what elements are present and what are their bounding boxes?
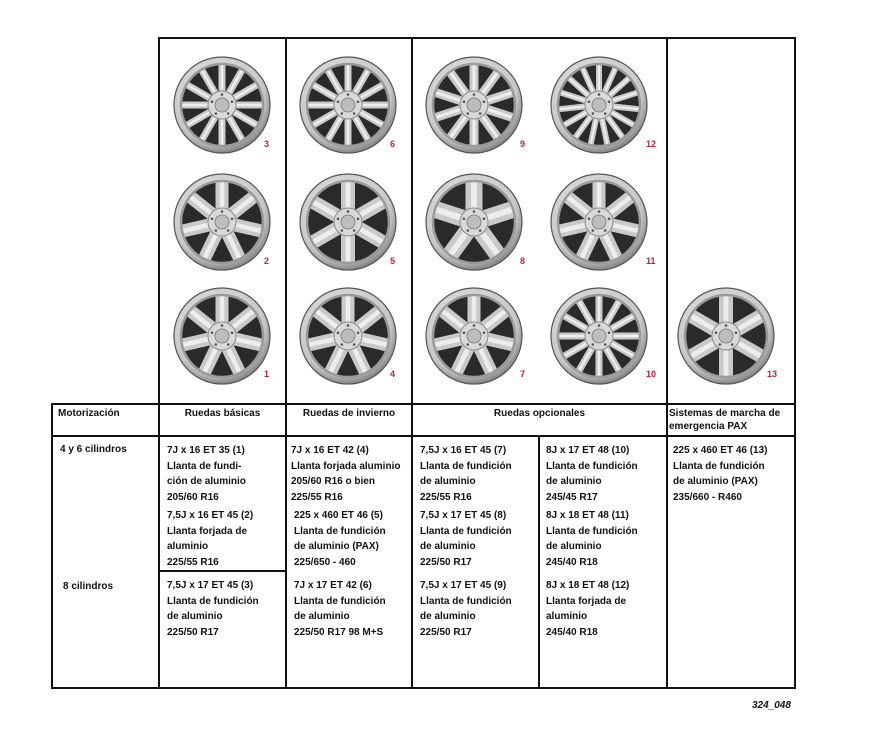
wheel-number: 1	[264, 369, 270, 379]
spec-cell-invierno-3: 7J x 17 ET 42 (6) Llanta de fundición de aluminio 225/50 R17 98 M+S	[294, 580, 386, 638]
spec-cell-opcionales-5: 8J x 18 ET 48 (11) Llanta de fundición de aluminio 245/40 R18	[546, 510, 638, 568]
wheel-number: 9	[520, 139, 526, 149]
wheel-image-8	[424, 172, 524, 272]
grid-line	[51, 403, 796, 405]
header-motorizacion: Motorización	[58, 408, 120, 419]
spec-cell-basicas-1: 7J x 16 ET 35 (1) Llanta de fundi- ción de aluminio 205/60 R16	[167, 445, 246, 503]
wheel-image-2	[172, 172, 272, 272]
header-ruedas-opcionales: Ruedas opcionales	[493, 408, 586, 419]
grid-line	[666, 37, 668, 689]
spec-cell-opcionales-2: 7,5J x 17 ET 45 (8) Llanta de fundición de aluminio 225/50 R17	[420, 510, 512, 568]
wheel-number: 8	[520, 256, 526, 266]
wheel-image-12	[549, 55, 649, 155]
wheel-image-3	[172, 55, 272, 155]
wheel-image-9	[424, 55, 524, 155]
wheel-number: 13	[767, 369, 778, 379]
row-label-8-cilindros: 8 cilindros	[63, 581, 114, 592]
wheel-image-13	[676, 286, 776, 386]
wheel-number: 6	[390, 139, 396, 149]
grid-line	[51, 403, 53, 689]
header-ruedas-invierno: Ruedas de invierno	[302, 408, 396, 419]
wheel-number: 5	[390, 256, 396, 266]
grid-line	[538, 436, 540, 689]
wheel-image-4	[298, 286, 398, 386]
grid-line	[51, 435, 796, 437]
spec-cell-opcionales-1: 7,5J x 16 ET 45 (7) Llanta de fundición de aluminio 225/55 R16	[420, 445, 512, 503]
spec-cell-basicas-2: 7,5J x 16 ET 45 (2) Llanta forjada de aluminio 225/55 R16	[167, 510, 254, 568]
figure-id: 324_048	[752, 700, 791, 711]
wheel-number: 10	[646, 369, 657, 379]
header-sistemas-pax: Sistemas de marcha de emergencia PAX	[669, 408, 781, 432]
grid-line	[411, 37, 413, 689]
grid-line	[158, 570, 287, 572]
wheel-image-10	[549, 286, 649, 386]
wheel-number: 7	[520, 369, 526, 379]
spec-cell-opcionales-6: 8J x 18 ET 48 (12) Llanta forjada de aluminio 245/40 R18	[546, 580, 630, 638]
spec-cell-opcionales-3: 7,5J x 17 ET 45 (9) Llanta de fundición de aluminio 225/50 R17	[420, 580, 512, 638]
wheel-number: 3	[264, 139, 270, 149]
wheel-image-5	[298, 172, 398, 272]
grid-line	[794, 37, 796, 689]
spec-cell-opcionales-4: 8J x 17 ET 48 (10) Llanta de fundición de aluminio 245/45 R17	[546, 445, 638, 503]
grid-line	[158, 37, 160, 689]
spec-cell-invierno-2: 225 x 460 ET 46 (5) Llanta de fundición de aluminio (PAX) 225/650 - 460	[294, 510, 386, 568]
wheel-image-6	[298, 55, 398, 155]
wheel-image-11	[549, 172, 649, 272]
wheel-number: 4	[390, 369, 396, 379]
wheel-image-7	[424, 286, 524, 386]
wheel-number: 2	[264, 256, 270, 266]
wheel-image-1	[172, 286, 272, 386]
header-ruedas-basicas: Ruedas básicas	[184, 408, 261, 419]
grid-line	[158, 37, 796, 39]
wheel-number: 11	[646, 256, 656, 266]
wheel-number: 12	[646, 139, 657, 149]
spec-cell-pax: 225 x 460 ET 46 (13) Llanta de fundición de aluminio (PAX) 235/660 - R460	[673, 445, 768, 503]
row-label-4-6-cilindros: 4 y 6 cilindros	[60, 444, 127, 455]
spec-cell-basicas-3: 7,5J x 17 ET 45 (3) Llanta de fundición de aluminio 225/50 R17	[167, 580, 259, 638]
grid-line	[285, 37, 287, 689]
grid-line	[51, 687, 796, 689]
spec-cell-invierno-1: 7J x 16 ET 42 (4) Llanta forjada aluminio 205/60 R16 o bien 225/55 R16	[291, 445, 401, 503]
